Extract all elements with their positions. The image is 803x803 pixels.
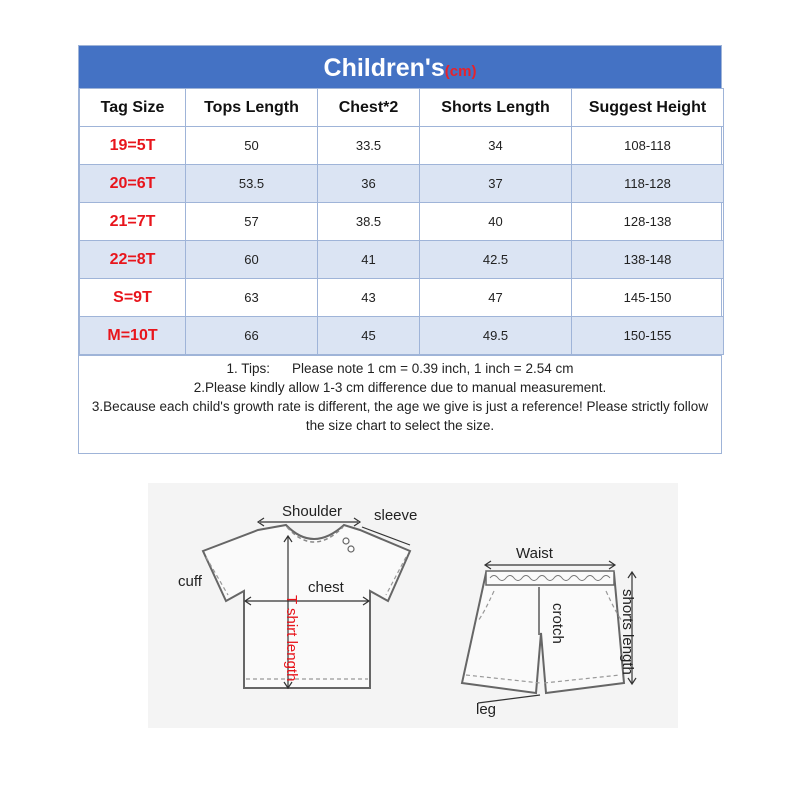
cell-shorts: 42.5	[420, 241, 572, 279]
label-waist: Waist	[516, 545, 553, 562]
note-line-2: 2.Please kindly allow 1-3 cm difference due to manual measurement.	[193, 380, 607, 395]
col-header-tops-length: Tops Length	[186, 89, 318, 127]
note-tips-prefix: 1. Tips:	[226, 361, 271, 376]
cell-height: 108-118	[572, 127, 724, 165]
label-shorts-length: shorts length	[619, 589, 636, 675]
table-row	[80, 317, 724, 355]
cell-shorts: 37	[420, 165, 572, 203]
cell-shorts: 40	[420, 203, 572, 241]
label-sleeve: sleeve	[374, 507, 418, 524]
table-row	[80, 241, 724, 279]
cell-tag: 20=6T	[80, 165, 186, 203]
cell-chest: 36	[318, 165, 420, 203]
table-row	[80, 279, 724, 317]
label-leg: leg	[476, 701, 497, 718]
cell-height: 150-155	[572, 317, 724, 355]
cell-tag: 21=7T	[80, 203, 186, 241]
cell-tops: 60	[186, 241, 318, 279]
cell-chest: 43	[318, 279, 420, 317]
cell-tag: M=10T	[80, 317, 186, 355]
col-header-shorts-length: Shorts Length	[420, 89, 572, 127]
chart-title: Children's	[323, 54, 445, 82]
cell-height: 128-138	[572, 203, 724, 241]
cell-height: 145-150	[572, 279, 724, 317]
cell-tops: 50	[186, 127, 318, 165]
cell-chest: 33.5	[318, 127, 420, 165]
cell-chest: 41	[318, 241, 420, 279]
measurement-diagram	[148, 483, 678, 728]
cell-shorts: 49.5	[420, 317, 572, 355]
label-crotch: crotch	[549, 603, 566, 644]
notes-section	[79, 355, 721, 453]
cell-shorts: 34	[420, 127, 572, 165]
cell-height: 138-148	[572, 241, 724, 279]
col-header-chest: Chest*2	[318, 89, 420, 127]
note-tips-text: Please note 1 cm = 0.39 inch, 1 inch = 2.54 cm	[292, 361, 574, 376]
cell-chest: 45	[318, 317, 420, 355]
cell-shorts: 47	[420, 279, 572, 317]
size-table	[79, 88, 724, 355]
table-row	[80, 127, 724, 165]
label-chest: chest	[308, 579, 344, 596]
table-header-row	[80, 89, 724, 127]
chart-title-unit: (cm)	[444, 63, 477, 80]
table-row	[80, 203, 724, 241]
label-shoulder: Shoulder	[282, 503, 343, 520]
col-header-suggest-height: Suggest Height	[572, 89, 724, 127]
note-line-3: 3.Because each child's growth rate is different, the age we give is just a reference! Please strictly follow the size chart to select the size.	[91, 399, 709, 433]
cell-tops: 66	[186, 317, 318, 355]
label-tshirt-length: T shirt length	[283, 595, 300, 682]
cell-tops: 53.5	[186, 165, 318, 203]
cell-tops: 57	[186, 203, 318, 241]
note-line-1	[85, 359, 715, 378]
chart-title-bar	[79, 46, 721, 88]
label-cuff: cuff	[178, 573, 202, 590]
size-chart	[78, 45, 722, 454]
cell-tag: 22=8T	[80, 241, 186, 279]
cell-tops: 63	[186, 279, 318, 317]
table-row	[80, 165, 724, 203]
cell-tag: S=9T	[80, 279, 186, 317]
cell-chest: 38.5	[318, 203, 420, 241]
cell-tag: 19=5T	[80, 127, 186, 165]
cell-height: 118-128	[572, 165, 724, 203]
col-header-tag-size: Tag Size	[80, 89, 186, 127]
